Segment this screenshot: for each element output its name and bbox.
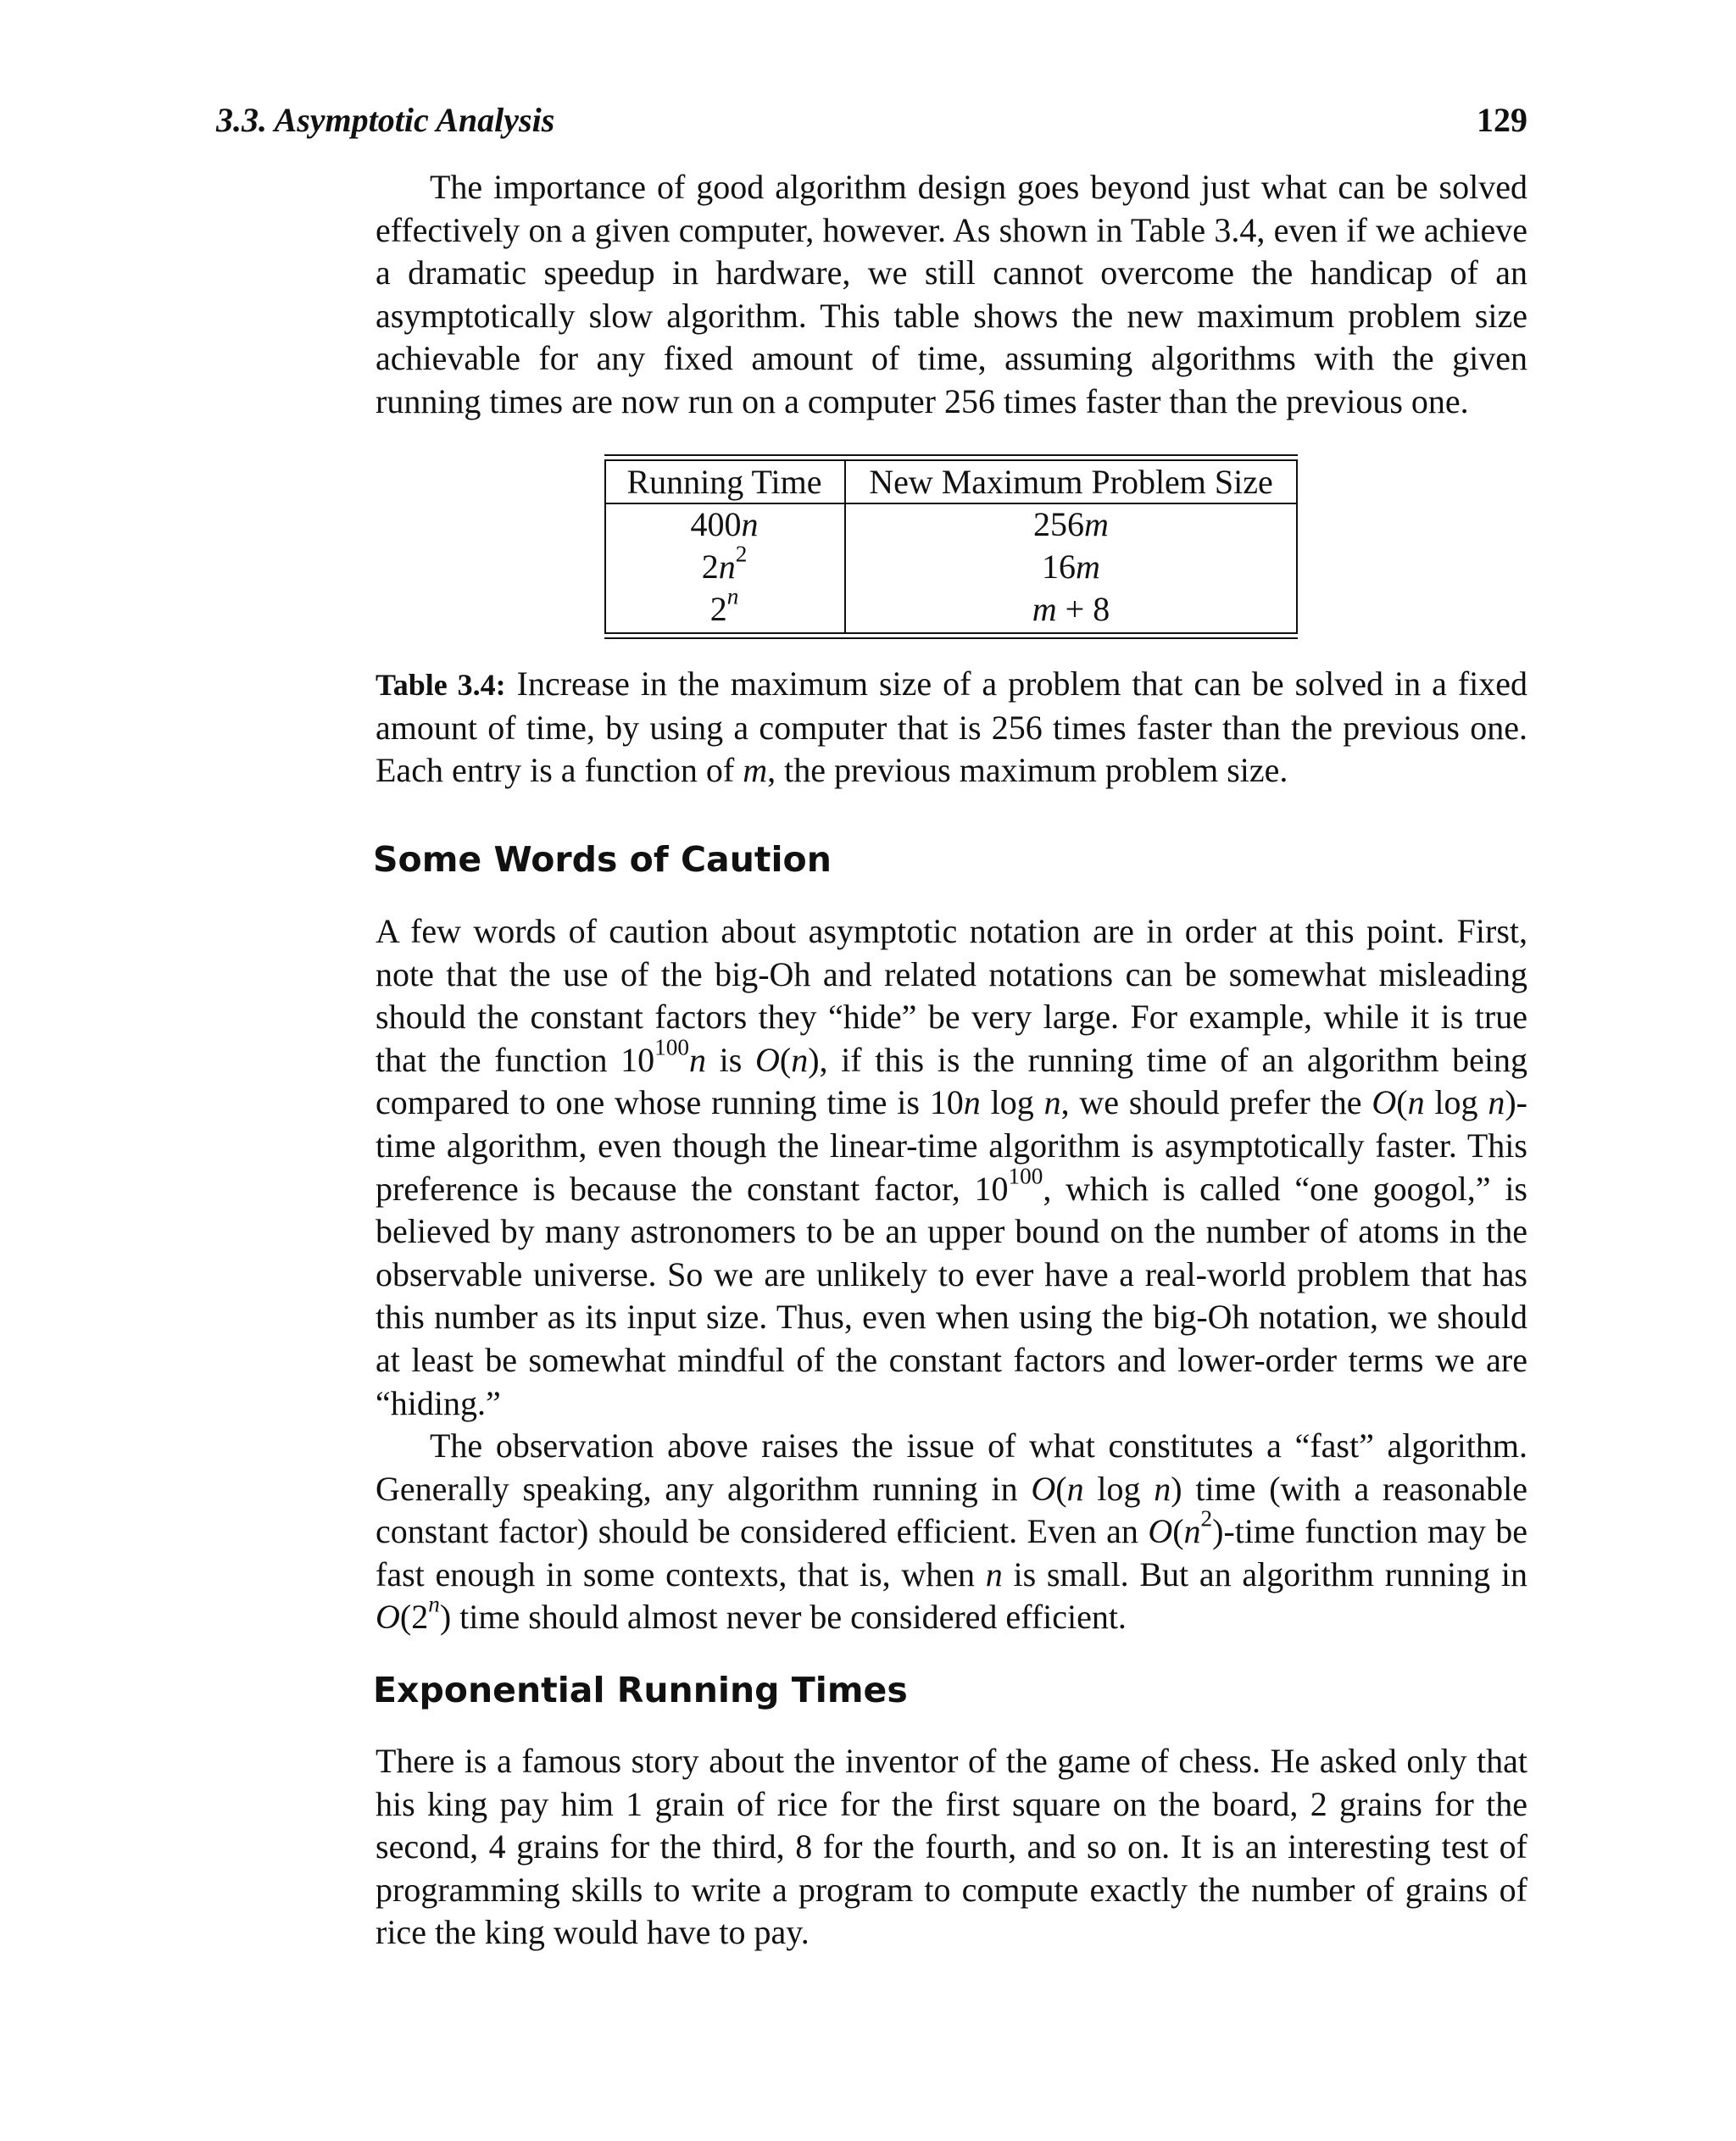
intro-paragraph: [376, 166, 1527, 424]
running-header-title: 3.3. Asymptotic Analysis: [216, 101, 555, 139]
intro-text: The importance of good algorithm design goes beyond just what can be solved effectively on a given computer, however. As shown in Table 3.4, even if we achieve a dramatic speedup in hardware, we still cannot overcome the handicap of an asymptotically slow algorithm. This table shows the new maximum problem size achievable for any fixed amount of time, assuming algorithms with the given running times are now run on a computer 256 times faster than the previous one.: [376, 168, 1527, 420]
table-cell-new-size: 16m: [1042, 548, 1100, 586]
caption-label: Table 3.4:: [376, 668, 506, 702]
table-cell-running-time: 2$^n$: [709, 583, 739, 628]
fast-algorithm-paragraph: The observation above raises the issue of what constitutes a “fast” algorithm. Generally speaking, any algorithm running in O(n log n) time (with a reasonable constant factor) should be considered efficient. Even an $O(n^2)$-time function may be fast enough in some contexts, that is, when n is small. But an algorithm running in O(2$^n$) time should almost never be considered efficient.: [376, 1426, 1528, 1637]
table-cell-running-time: 400n: [690, 505, 759, 543]
chess-story-paragraph: There is a famous story about the inventor of the game of chess. He asked only that his king pay him 1 grain of rice for the first square on the board, 2 grains for the second, 4 grains for the third, 8 for the fourth, and so on. It is an interesting test of programming skills to write a program to compute exactly the number of grains of rice the king would have to pay.: [376, 1742, 1527, 1952]
table-right-border: [1296, 459, 1298, 634]
table-cell-new-size: m + 8: [1032, 590, 1110, 628]
table-cell-running-time: $2n^2$: [701, 541, 748, 586]
caution-paragraph: A few words of caution about asymptotic notation are in order at this point. First, note that the use of the big-Oh and related notations can be somewhat misleading should the constant factors they “hide” be very large. For example, while it is true that the function $10^{100}n$ is O(n), if this is the running time of an algorithm being compared to one whose running time is 10n log n, we should prefer the O(n log n)-time algorithm, even though the linear-time algorithm is asymptotically faster. This preference is because the constant factor, $10^{100}$, which is called “one googol,” is believed by many astronomers to be an upper bound on the number of atoms in the observable universe. So we are unlikely to ever have a real-world problem that has this number as its input size. Thus, even when using the big-Oh notation, we should at least be somewhat mindful of the constant factors and lower-order terms we are “hiding.”: [376, 912, 1528, 1422]
table-bottom-rule-1: [604, 632, 1298, 634]
running-header: [216, 100, 1527, 142]
table-cell-new-size: 256m: [1033, 505, 1109, 543]
section-heading-exponential: Exponential Running Times: [373, 1670, 908, 1710]
section-heading-caution: Some Words of Caution: [373, 839, 832, 880]
table-top-rule-1: [604, 454, 1298, 456]
table-caption: Table 3.4: Increase in the maximum size of a problem that can be solved in a fixed amount of time, by using a computer that is 256 times faster than the previous one. Each entry is a function of m, the previous maximum problem size.: [376, 665, 1528, 790]
table-header-running-time: Running Time: [626, 463, 822, 501]
table-bottom-rule-2: [604, 637, 1298, 639]
page-number: 129: [1477, 101, 1527, 139]
table-header-new-max-size: New Maximum Problem Size: [869, 463, 1273, 501]
table-3-4: [604, 454, 1298, 641]
